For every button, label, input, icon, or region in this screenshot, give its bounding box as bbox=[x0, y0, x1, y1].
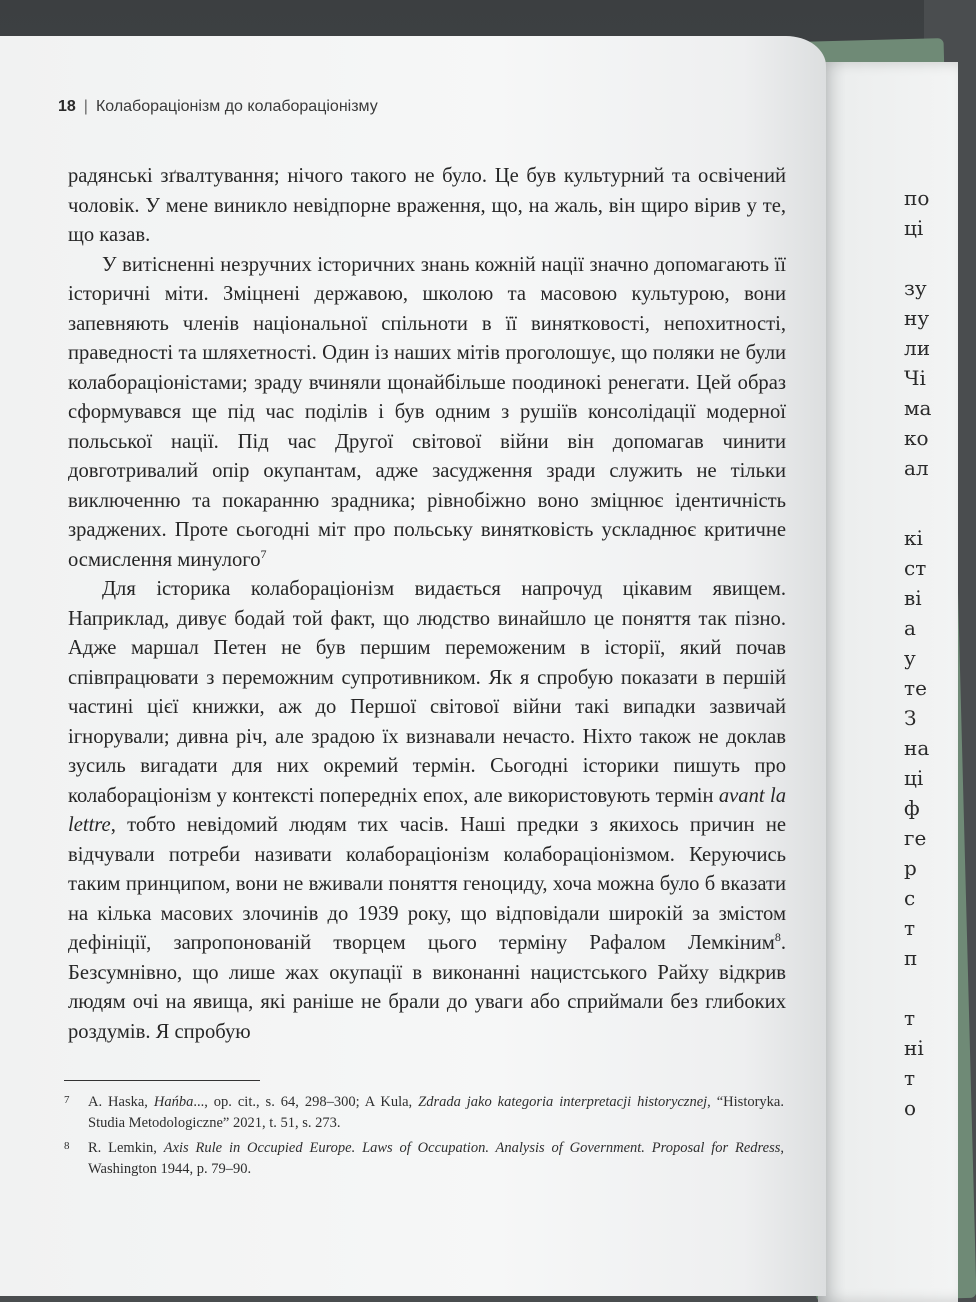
facing-fragment: Чі bbox=[904, 366, 926, 390]
facing-fragment: а bbox=[904, 616, 916, 640]
facing-fragment: З bbox=[904, 706, 917, 730]
footnote-mark: 8 bbox=[64, 1140, 70, 1152]
footnote-text: ..., op. cit., s. 64, 298–300; A Kula, bbox=[193, 1094, 419, 1110]
running-title: Колабораціонізм до колабораціонізму bbox=[95, 98, 378, 115]
footnote-text: A. Haska, bbox=[88, 1094, 154, 1110]
facing-fragment: ге bbox=[904, 826, 927, 850]
italic-term: avant la lettre bbox=[68, 784, 787, 836]
header-separator: | bbox=[83, 98, 88, 115]
facing-fragment: т bbox=[904, 1006, 916, 1030]
footnote-italic: Axis Rule in Occupied Europe. Laws of Occupation. Analysis of Government. Proposal for Redress bbox=[163, 1140, 781, 1156]
facing-fragment: ці bbox=[904, 766, 924, 790]
body-text bbox=[68, 162, 786, 1047]
facing-fragment: ф bbox=[904, 796, 920, 820]
facing-fragment: ал bbox=[904, 456, 929, 480]
footnote-text: , “Historyka. Studia Metodologiczne” 2021, t. 51, s. 273. bbox=[88, 1094, 784, 1131]
facing-fragment: р bbox=[904, 856, 917, 880]
facing-fragment: т bbox=[904, 1066, 916, 1090]
facing-fragment: ст bbox=[904, 556, 927, 580]
facing-fragment: кі bbox=[904, 526, 923, 550]
paragraph bbox=[68, 575, 786, 1047]
facing-fragment: у bbox=[904, 646, 916, 670]
facing-page bbox=[818, 62, 958, 1302]
facing-fragment: те bbox=[904, 676, 927, 700]
footnote-ref[interactable]: 8 bbox=[774, 930, 781, 945]
paragraph bbox=[68, 162, 786, 251]
footnote-mark: 7 bbox=[64, 1094, 70, 1106]
facing-fragment: о bbox=[904, 1096, 917, 1120]
footnote-text: R. Lemkin, bbox=[88, 1140, 164, 1156]
footnote-text: , Washington 1944, p. 79–90. bbox=[88, 1140, 784, 1177]
facing-fragment: ні bbox=[904, 1036, 924, 1060]
facing-fragment: т bbox=[904, 916, 916, 940]
facing-fragment: зу bbox=[904, 276, 927, 300]
facing-fragment: ма bbox=[904, 396, 932, 420]
paragraph-text: , тобто невідомий людям тих часів. Наші предки з якихось причин не відчували потреби називати колабораціонізм колабораціонізмом. Керуючись таким принципом, вони не вживали поняття геноциду, хоча можна було б вказати на кілька масових злочинів до 1939 року, що відповідали широкій за змістом дефініції, запропонованій творцем цього терміну Рафалом Лемкіним bbox=[68, 814, 786, 954]
facing-fragment: ну bbox=[904, 306, 930, 330]
facing-fragment: по bbox=[904, 186, 930, 210]
facing-fragment: ко bbox=[904, 426, 929, 450]
paragraph-text: . Безсумнівно, що лише жах окупації в виконанні нацистського Райху відкрив людям очі на явища, які раніше не брали до уваги або сприймали без глибоких роздумів. Я спробую bbox=[68, 932, 786, 1043]
footnote-divider bbox=[64, 1080, 260, 1081]
paragraph-text: У витісненні незручних історичних знань кожній нації значно допомагають її історичні міти. Зміцнені державою, школою та масовою культурою, вони запевняють членів національної спільноти в її винятковості, непохитності, праведності та шляхетності. Один із наших мітів проголошує, що поляки не були колабораціоністами; зраду вчиняли щонайбільше поодинокі ренегати. Цей образ сформувався ще під час поділів і був одним з рушіїв консолідації модерної польської нації. Під час Другої світової війни він допомагав чинити довготривалий опір окупантам, адже засудження зради служить не тільки виключенню та покаранню зрадника; рівнобіжно воно зміцнює ідентичність зраджених. Проте сьогодні міт про польську винятковість ускладнює критичне осмислення минулого bbox=[68, 253, 786, 571]
facing-fragment: п bbox=[904, 946, 918, 970]
footnote bbox=[64, 1138, 784, 1180]
footnote-italic: Hańba bbox=[153, 1094, 194, 1110]
running-header bbox=[58, 98, 378, 116]
book-page bbox=[0, 36, 826, 1296]
facing-fragment: на bbox=[904, 736, 930, 760]
facing-fragment: ці bbox=[904, 216, 924, 240]
page-number: 18 bbox=[58, 98, 76, 115]
footnote bbox=[64, 1092, 784, 1134]
footnote-italic: Zdrada jako kategoria interpretacji historycznej bbox=[418, 1094, 708, 1110]
paragraph bbox=[68, 251, 786, 576]
footnote-ref[interactable]: 7 bbox=[260, 546, 267, 561]
paragraph-text: радянські зґвалтування; нічого такого не було. Це був культурний та освічений чоловік. У мене виникло невідпорне враження, що, на жаль, він щиро вірив у те, що казав. bbox=[68, 165, 786, 246]
footnotes bbox=[64, 1092, 784, 1184]
facing-fragment: ві bbox=[904, 586, 922, 610]
paragraph-text: Для історика колабораціонізм видається напрочуд цікавим явищем. Наприклад, дивує бодай той факт, що людство винайшло це поняття так пізно. Адже маршал Петен не був першим переможеним в історії, який почав співпрацювати з переможним супротивником. Як я спробую показати в першій частині цієї книжки, аж до Першої світової війни такі випадки зазвичай ігнорували; дивна річ, але зрадою їх визнавали нечасто. Ніхто також не доклав зусиль вигадати для них окремий термін. Сьогодні історики пишуть про колабораціонізм у контексті попередніх епох, але використовують термін bbox=[68, 578, 786, 807]
facing-fragment: с bbox=[904, 886, 916, 910]
facing-fragment: ли bbox=[904, 336, 931, 360]
